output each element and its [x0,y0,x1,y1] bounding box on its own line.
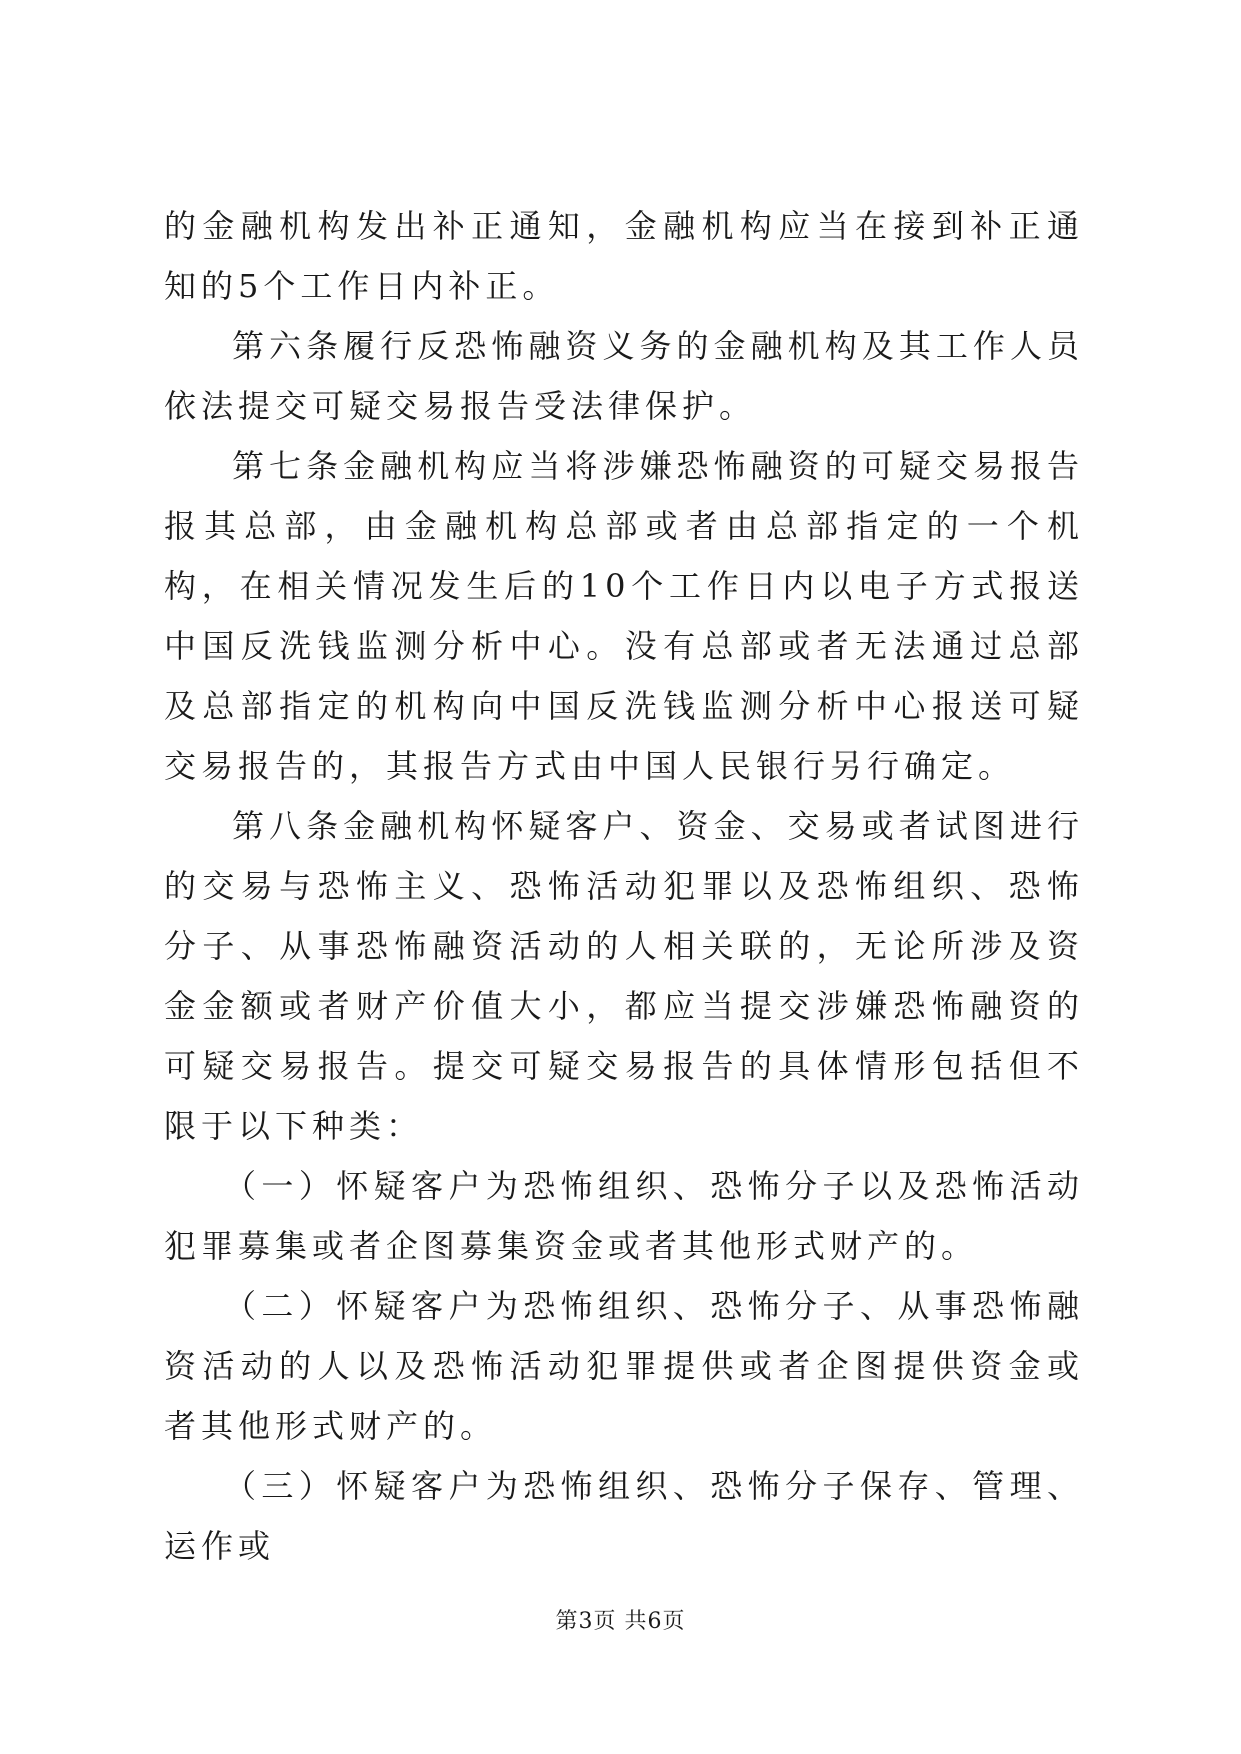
paragraph-continuation: 的金融机构发出补正通知，金融机构应当在接到补正通知的5个工作日内补正。 [164,207,1084,305]
document-body [164,196,1084,1576]
paragraph-article-7: 第七条金融机构应当将涉嫌恐怖融资的可疑交易报告报其总部，由金融机构总部或者由总部指定的一个机构，在相关情况发生后的10个工作日内以电子方式报送中国反洗钱监测分析中心。没有总部或者无法通过总部及总部指定的机构向中国反洗钱监测分析中心报送可疑交易报告的，其报告方式由中国人民银行另行确定。 [164,447,1084,785]
list-item-1: （一）怀疑客户为恐怖组织、恐怖分子以及恐怖活动犯罪募集或者企图募集资金或者其他形式财产的。 [164,1167,1084,1265]
list-item-3: （三）怀疑客户为恐怖组织、恐怖分子保存、管理、运作或 [164,1467,1084,1565]
paragraph-article-6: 第六条履行反恐怖融资义务的金融机构及其工作人员依法提交可疑交易报告受法律保护。 [164,327,1084,425]
paragraph-article-8: 第八条金融机构怀疑客户、资金、交易或者试图进行的交易与恐怖主义、恐怖活动犯罪以及恐怖组织、恐怖分子、从事恐怖融资活动的人相关联的，无论所涉及资金金额或者财产价值大小，都应当提交涉嫌恐怖融资的可疑交易报告。提交可疑交易报告的具体情形包括但不限于以下种类： [164,807,1084,1145]
page-footer: 第3页 共6页 [555,1609,686,1634]
list-item-2: （二）怀疑客户为恐怖组织、恐怖分子、从事恐怖融资活动的人以及恐怖活动犯罪提供或者企图提供资金或者其他形式财产的。 [164,1287,1084,1445]
